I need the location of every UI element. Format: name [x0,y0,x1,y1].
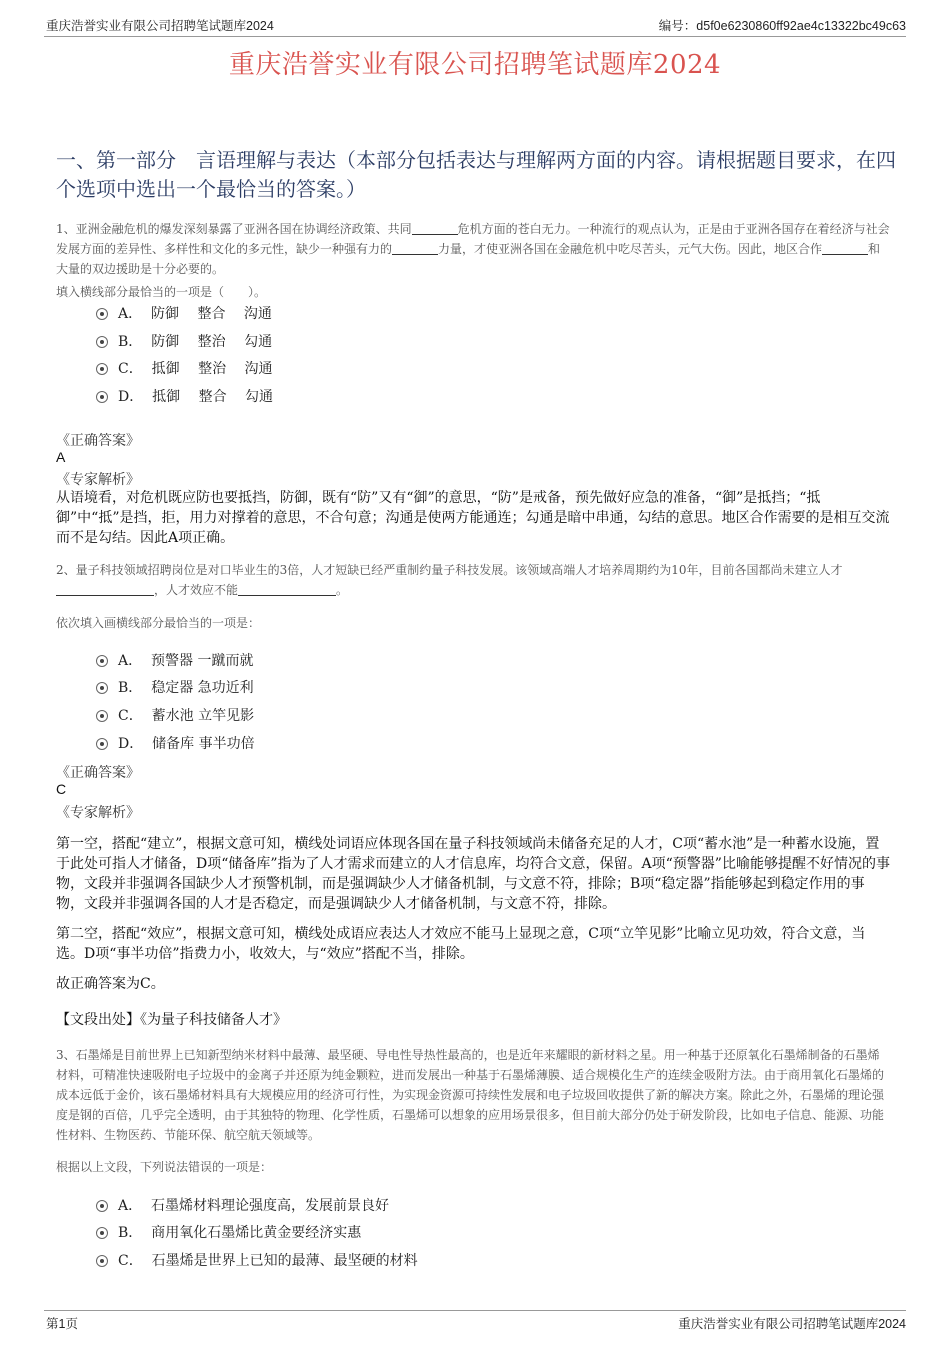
q2-option-a[interactable]: A． 预警器 一蹴而就 [96,650,253,670]
q2-analysis-paragraph-2: 第二空，搭配“效应”，根据文意可知，横线处成语应表达人才效应不能马上显现之意，C项“立竿见影”比喻立见功效，符合文意，当选。D项“事半功倍”指费力小，收效大，与“效应”搭配不当，排除。 [56,926,866,962]
page-footer [46,1314,906,1334]
q2-option-d[interactable]: D． 储备库 事半功倍 [96,733,255,753]
question-1-text: 1、亚洲金融危机的爆发深刻暴露了亚洲各国在协调经济政策、共同 危机方面的苍白无力。一种流行的观点认为，正是由于亚洲各国存在着经济与社会发展方面的差异性、多样性和文化的多元性，缺少一种强有力的 力量，才使亚洲各国在金融危机中吃尽苦头，元气大伤。因此，地区合作 和大量的双边援助是十分必要的。 [56,222,890,276]
q2-answer-label: 《正确答案》 [56,765,140,781]
fill-blank [412,222,458,235]
radio-icon[interactable] [96,391,108,403]
page-title: 重庆浩誉实业有限公司招聘笔试题库2024 [228,50,722,80]
q3-option-b[interactable]: B． 商用氧化石墨烯比黄金要经济实惠 [96,1222,361,1242]
fill-blank [238,583,336,596]
radio-icon[interactable] [96,336,108,348]
q2-option-b[interactable]: B． 稳定器 急功近利 [96,677,254,697]
q1-option-d[interactable]: D． 抵御 整合 勾通 [96,386,273,406]
fill-blank [392,242,438,255]
q1-analysis: 从语境看，对危机既应防也要抵挡，防御，既有“防”又有“御”的意思，“防”是戒备，预先做好应急的准备，“御”是抵挡；“抵御”中“抵”是挡，拒，用力对撑着的意思，不合句意；沟通是使两方能通连；勾通是暗中串通，勾结的意思。地区合作需要的是相互交流而不是勾结。因此A项正确。 [56,490,890,546]
question-2-text: 2、量子科技领域招聘岗位是对口毕业生的3倍，人才短缺已经严重制约量子科技发展。该领域高端人才培养周期约为10年，目前各国都尚未建立人才，人才效应不能 。 [56,563,843,597]
q2-analysis-conclusion: 故正确答案为C。 [56,976,165,992]
radio-icon[interactable] [96,363,108,375]
page-header [46,14,906,34]
q3-option-a[interactable]: A． 石墨烯材料理论强度高，发展前景良好 [96,1195,389,1215]
radio-icon[interactable] [96,1200,108,1212]
page-number: 第1页 [46,1317,78,1331]
radio-icon[interactable] [96,1227,108,1239]
q2-source: 【文段出处】《为量子科技储备人才》 [56,1012,287,1028]
q1-analysis-label: 《专家解析》 [56,472,140,488]
q1-answer-label: 《正确答案》 [56,433,140,449]
radio-icon[interactable] [96,655,108,667]
question-3-prompt: 根据以上文段，下列说法错误的一项是： [56,1160,273,1174]
question-1-prompt: 填入横线部分最恰当的一项是（ ）。 [56,285,267,299]
radio-icon[interactable] [96,1255,108,1267]
q1-answer: A [56,449,66,465]
footer-doc-title: 重庆浩誉实业有限公司招聘笔试题库2024 [678,1317,906,1331]
q1-option-a[interactable]: A． 防御 整合 沟通 [96,303,272,323]
q3-option-c[interactable]: C． 石墨烯是世界上已知的最薄、最坚硬的材料 [96,1250,418,1270]
q2-answer: C [56,781,67,797]
header-doc-title: 重庆浩誉实业有限公司招聘笔试题库2024 [46,19,274,33]
q2-analysis-paragraph-1: 第一空，搭配“建立”，根据文意可知，横线处词语应体现各国在量子科技领域尚未储备充足的人才，C项“蓄水池”是一种蓄水设施，置于此处可指人才储备，D项“储备库”指为了人才需求而建立的人才信息库，均符合文意，保留。A项“预警器”比喻能够提醒不好情况的事物，文段并非强调各国缺少人才预警机制，而是强调缺少人才储备机制，与文意不符，排除；B项“稳定器”指能够起到稳定作用的事物，文段并非强调各国的人才是否稳定，而是强调缺少人才储备机制，与文意不符，排除。 [56,836,890,912]
question-3-text: 3、石墨烯是目前世界上已知新型纳米材料中最薄、最坚硬、导电性导热性最高的，也是近年来耀眼的新材料之星。用一种基于还原氧化石墨烯制备的石墨烯材料，可精准快速吸附电子垃圾中的金离子并还原为纯金颗粒，进而发展出一种基于石墨烯薄膜、适合规模化生产的连续金吸附方法。由于商用氧化石墨烯的成本远低于金价，该石墨烯材料具有大规模应用的经济可行性，为实现金资源可持续性发展和电子垃圾回收提供了新的解决方案。除此之外，石墨烯的理论强度是钢的百倍，几乎完全透明，由于其独特的物理、化学性质，石墨烯可以想象的应用场景很多，但目前大部分仍处于研发阶段，比如电子信息、能源、功能性材料、生物医药、节能环保、航空航天领域等。 [56,1048,885,1142]
radio-icon[interactable] [96,738,108,750]
section-heading: 一、第一部分 言语理解与表达（本部分包括表达与理解两方面的内容。请根据题目要求，在四个选项中选出一个最恰当的答案。） [56,148,896,201]
radio-icon[interactable] [96,682,108,694]
question-2-prompt: 依次填入画横线部分最恰当的一项是： [56,616,261,630]
q1-option-b[interactable]: B． 防御 整治 勾通 [96,331,272,351]
radio-icon[interactable] [96,710,108,722]
fill-blank [56,583,154,596]
q1-option-c[interactable]: C． 抵御 整治 沟通 [96,358,273,378]
radio-icon[interactable] [96,308,108,320]
q2-option-c[interactable]: C． 蓄水池 立竿见影 [96,705,254,725]
q2-analysis-label: 《专家解析》 [56,805,140,821]
fill-blank [822,242,868,255]
footer-divider [44,1310,906,1311]
header-doc-id: 编号：d5f0e6230860ff92ae4c13322bc49c63 [658,19,906,33]
header-divider [44,36,906,37]
